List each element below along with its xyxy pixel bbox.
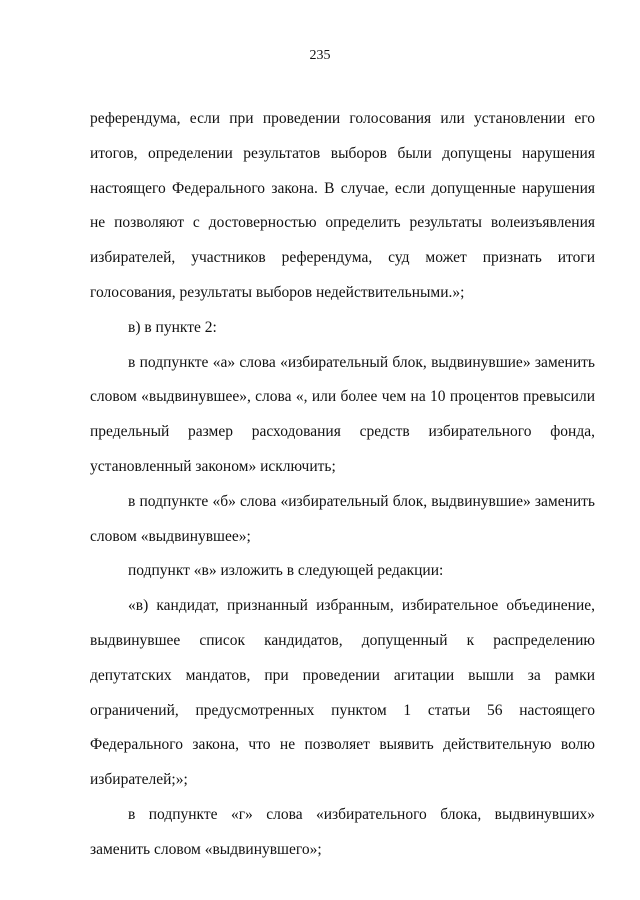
paragraph-subitem-v-intro: подпункт «в» изложить в следующей редакции: [128,562,444,580]
paragraph-continuation: референдума, если при проведении голосования или установлении его итогов, определении результатов выборов были допущены нарушения настоящего Федерального закона. В случае, если допущенные нарушения не позволяют с достоверностью определить результаты волеизъявления избирателей, участников референдума, суд может признать итоги голосования, результаты выборов недействительными.»; [90,110,595,301]
page-number: 235 [309,48,331,63]
paragraph-item-v: в) в пункте 2: [128,318,217,336]
paragraph-subitem-a: в подпункте «а» слова «избирательный блок, выдвинувшие» заменить словом «выдвинувшее», слова «, или более чем на 10 процентов превысили предельный размер расходования средств избирательного фонда, установленный законом» исключить; [90,353,595,475]
document-body [90,102,595,868]
paragraph-subitem-g: в подпункте «г» слова «избирательного блока, выдвинувших» заменить словом «выдвинувшего»; [90,805,595,858]
paragraph-subitem-b: в подпункте «б» слова «избирательный блок, выдвинувшие» заменить словом «выдвинувшее»; [90,492,595,545]
paragraph-subitem-v-text: «в) кандидат, признанный избранным, избирательное объединение, выдвинувшее список кандидатов, допущенный к распределению депутатских мандатов, при проведении агитации вышли за рамки ограничений, предусмотренных пунктом 1 статьи 56 настоящего Федерального закона, что не позволяет выявить действительную волю избирателей;»; [90,597,595,789]
